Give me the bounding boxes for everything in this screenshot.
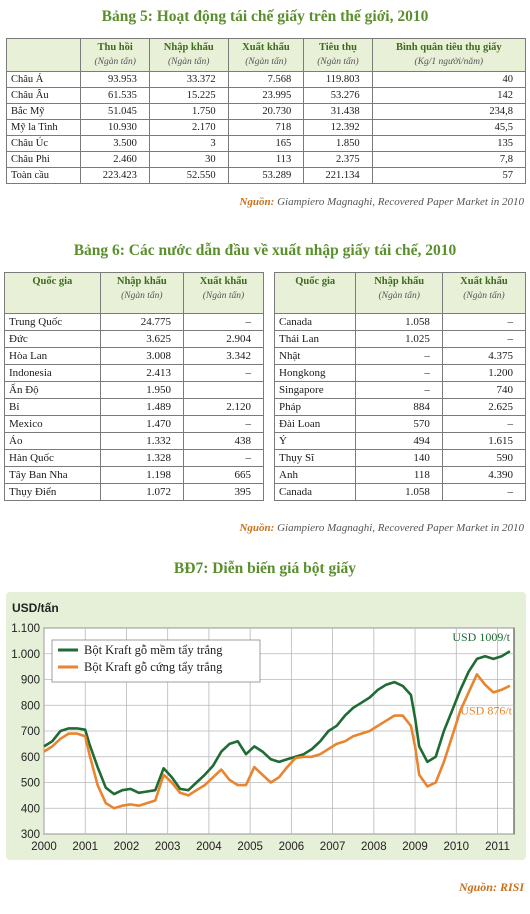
table-cell: 1.850 [304, 136, 372, 152]
table-cell: 2.413 [100, 365, 183, 382]
table-cell: 93.953 [81, 72, 149, 88]
table-cell: 1.025 [356, 331, 442, 348]
table-cell: 2.375 [304, 152, 372, 168]
row-label: Đức [5, 331, 101, 348]
table-cell: 118 [356, 467, 442, 484]
table6-right [274, 272, 526, 501]
column-header [81, 39, 149, 72]
table-row [5, 450, 264, 467]
table-cell: 140 [356, 450, 442, 467]
row-label: Đài Loan [275, 416, 356, 433]
row-label: Châu Âu [7, 88, 81, 104]
x-tick-label: 2005 [237, 841, 263, 853]
column-header-unit: (Ngàn tấn) [317, 57, 359, 67]
y-tick-label: 900 [20, 674, 40, 687]
y-tick-label: 300 [20, 829, 40, 841]
table-cell: 4.375 [442, 348, 525, 365]
x-tick-label: 2008 [361, 841, 387, 853]
x-tick-label: 2009 [402, 841, 428, 853]
table-cell: 10.930 [81, 120, 149, 136]
column-header-label: Xuất khẩu [242, 42, 290, 53]
table-cell: 30 [149, 152, 228, 168]
table-cell: 1.470 [100, 416, 183, 433]
column-header-unit: (Ngàn tấn) [378, 291, 420, 301]
column-header-label: Nhập khẩu [163, 42, 214, 53]
table5-header [7, 39, 526, 72]
chart-source [459, 880, 524, 895]
table-cell: – [442, 484, 525, 501]
x-tick-label: 2004 [196, 841, 222, 853]
row-label: Indonesia [5, 365, 101, 382]
column-header-unit: (Kg/1 người/năm) [414, 57, 484, 67]
row-label: Ý [275, 433, 356, 450]
table-cell: 31.438 [304, 104, 372, 120]
table-cell [183, 382, 263, 399]
table-row [275, 467, 526, 484]
table-row [5, 467, 264, 484]
row-label: Hàn Quốc [5, 450, 101, 467]
table-row [7, 104, 526, 120]
x-tick-label: 2003 [154, 841, 181, 853]
legend-label: Bột Kraft gỗ mềm tẩy trắng [84, 643, 223, 657]
legend-label: Bột Kraft gỗ cứng tẩy trắng [84, 660, 223, 674]
column-header [228, 39, 304, 72]
table5-source-text: Giampiero Magnaghi, Recovered Paper Market in 2010 [274, 196, 524, 208]
row-label: Châu Phi [7, 152, 81, 168]
table-cell: – [183, 450, 263, 467]
table-cell: 1.489 [100, 399, 183, 416]
table-cell: – [183, 416, 263, 433]
table-cell: 12.392 [304, 120, 372, 136]
table-cell: 51.045 [81, 104, 149, 120]
row-label: Bắc Mỹ [7, 104, 81, 120]
table-cell: – [356, 348, 442, 365]
table-cell: 20.730 [228, 104, 304, 120]
table-cell: 1.058 [356, 314, 442, 331]
table-row [5, 416, 264, 433]
table-row [7, 168, 526, 184]
column-header-label: Quốc gia [295, 276, 336, 287]
table-cell: 2.460 [81, 152, 149, 168]
table-cell: 3.008 [100, 348, 183, 365]
series-annotation: USD 1009/t [452, 629, 510, 644]
table-cell: – [442, 331, 525, 348]
column-header [304, 39, 372, 72]
series-annotation: USD 876/t [460, 703, 512, 718]
x-tick-label: 2011 [485, 841, 510, 853]
table-cell: 135 [372, 136, 525, 152]
table-row [5, 348, 264, 365]
table-row [7, 88, 526, 104]
table-cell: 40 [372, 72, 525, 88]
table-cell: 3.625 [100, 331, 183, 348]
row-label: Anh [275, 467, 356, 484]
table-cell: 1.950 [100, 382, 183, 399]
table-cell: 61.535 [81, 88, 149, 104]
table-cell: 3.500 [81, 136, 149, 152]
table-row [275, 331, 526, 348]
table-row [275, 365, 526, 382]
row-label: Áo [5, 433, 101, 450]
column-header [356, 273, 442, 314]
column-header-unit: (Ngàn tấn) [463, 291, 505, 301]
x-tick-label: 2007 [319, 841, 346, 853]
column-header-unit: (Ngàn tấn) [202, 291, 245, 301]
row-label: Thụy Điển [5, 484, 101, 501]
column-header [5, 273, 101, 314]
table-row [5, 399, 264, 416]
table-cell: 2.120 [183, 399, 263, 416]
table-cell: 2.625 [442, 399, 525, 416]
row-label: Thái Lan [275, 331, 356, 348]
table-cell: 1.750 [149, 104, 228, 120]
table-cell: 4.390 [442, 467, 525, 484]
table-cell: – [442, 416, 525, 433]
table-row [7, 136, 526, 152]
table-cell: 3 [149, 136, 228, 152]
table-cell: 57 [372, 168, 525, 184]
x-tick-label: 2006 [278, 841, 305, 853]
column-header-label: Nhập khẩu [116, 276, 167, 287]
table-row [275, 399, 526, 416]
table-cell: 23.995 [228, 88, 304, 104]
table-cell: 119.803 [304, 72, 372, 88]
table-cell: 1.332 [100, 433, 183, 450]
column-header [372, 39, 525, 72]
row-label: Mexico [5, 416, 101, 433]
table-row [275, 382, 526, 399]
table-cell: 24.775 [100, 314, 183, 331]
row-label: Trung Quốc [5, 314, 101, 331]
table-cell: 2.170 [149, 120, 228, 136]
table-cell: 1.328 [100, 450, 183, 467]
table-cell: 7,8 [372, 152, 525, 168]
table-cell: 53.276 [304, 88, 372, 104]
column-header-unit: (Ngàn tấn) [121, 291, 163, 301]
column-header-label: Quốc gia [32, 276, 73, 287]
column-header-unit: (Ngàn tấn) [94, 57, 136, 67]
table6-left [4, 272, 264, 501]
table-row [5, 433, 264, 450]
row-label: Hòa Lan [5, 348, 101, 365]
table-row [5, 314, 264, 331]
table-row [7, 152, 526, 168]
x-tick-label: 2000 [31, 841, 57, 853]
y-tick-label: 700 [20, 726, 40, 738]
table-cell: 1.198 [100, 467, 183, 484]
price-chart [6, 592, 526, 860]
row-label: Canada [275, 314, 356, 331]
row-label: Thụy Sĩ [275, 450, 356, 467]
column-header [183, 273, 263, 314]
row-label: Singapore [275, 382, 356, 399]
row-label: Hongkong [275, 365, 356, 382]
table-cell: 234,8 [372, 104, 525, 120]
y-tick-label: 1.100 [11, 623, 40, 635]
table5 [6, 38, 526, 184]
column-header [100, 273, 183, 314]
table-cell: – [183, 314, 263, 331]
table-cell: 570 [356, 416, 442, 433]
row-label: Bỉ [5, 399, 101, 416]
table-cell: – [183, 365, 263, 382]
table-cell: 740 [442, 382, 525, 399]
table-cell: 142 [372, 88, 525, 104]
table5-source [239, 196, 524, 208]
row-label: Mỹ la Tinh [7, 120, 81, 136]
table6-source-text: Giampiero Magnaghi, Recovered Paper Market in 2010 [274, 522, 524, 534]
column-header [275, 273, 356, 314]
row-label: Toàn cầu [7, 168, 81, 184]
row-label: Châu Á [7, 72, 81, 88]
table-cell: 1.058 [356, 484, 442, 501]
table-cell: – [442, 314, 525, 331]
row-label: Châu Úc [7, 136, 81, 152]
table6-right-header [275, 273, 526, 314]
chart-source-label: Nguồn: [458, 880, 497, 894]
column-header-label: Thu hồi [97, 42, 133, 53]
table6-source-label: Nguồn: [239, 522, 275, 534]
table-row [5, 484, 264, 501]
table-cell: 718 [228, 120, 304, 136]
table-cell: 1.615 [442, 433, 525, 450]
y-axis-label: USD/tấn [12, 601, 59, 615]
column-header [442, 273, 525, 314]
table-cell: 165 [228, 136, 304, 152]
table-row [275, 314, 526, 331]
table-cell: 395 [183, 484, 263, 501]
y-tick-label: 800 [20, 700, 40, 713]
table-cell: 7.568 [228, 72, 304, 88]
table-cell: 665 [183, 467, 263, 484]
table-row [275, 416, 526, 433]
table-cell: 53.289 [228, 168, 304, 184]
table6-source [239, 522, 524, 534]
column-header-label: Nhập khẩu [374, 276, 425, 287]
x-tick-label: 2001 [72, 841, 99, 853]
y-tick-label: 400 [20, 803, 40, 816]
table-row [5, 365, 264, 382]
row-label: Pháp [275, 399, 356, 416]
row-label: Canada [275, 484, 356, 501]
y-tick-label: 600 [20, 751, 40, 764]
table-cell: 221.134 [304, 168, 372, 184]
table6-left-body [5, 314, 264, 501]
chart-title: BĐ7: Diễn biến giá bột giấy [173, 560, 357, 577]
table6-right-body [275, 314, 526, 501]
table-cell: – [356, 365, 442, 382]
table-cell: 438 [183, 433, 263, 450]
table5-title: Bảng 5: Hoạt động tái chế giấy trên thế giới, 2010 [101, 8, 429, 25]
table-cell: 590 [442, 450, 525, 467]
table-cell: 15.225 [149, 88, 228, 104]
x-tick-label: 2002 [113, 841, 140, 853]
table-row [5, 382, 264, 399]
table-cell: 52.550 [149, 168, 228, 184]
table6-left-header [5, 273, 264, 314]
table-row [275, 348, 526, 365]
chart-source-text: RISI [496, 880, 524, 894]
table-cell: 3.342 [183, 348, 263, 365]
table-row [7, 72, 526, 88]
table-cell: 1.200 [442, 365, 525, 382]
column-header [149, 39, 228, 72]
table5-body [7, 72, 526, 184]
table-cell: 494 [356, 433, 442, 450]
table-row [7, 120, 526, 136]
table-cell: 884 [356, 399, 442, 416]
column-header-unit: (Ngàn tấn) [245, 57, 287, 67]
column-header-label: Xuất khẩu [199, 276, 248, 287]
table-cell: 2.904 [183, 331, 263, 348]
column-header-label: Xuất khẩu [460, 276, 508, 287]
table-cell: 223.423 [81, 168, 149, 184]
y-tick-label: 500 [20, 777, 40, 790]
table-row [5, 331, 264, 348]
column-header [7, 39, 81, 72]
table-row [275, 433, 526, 450]
table-cell: 1.072 [100, 484, 183, 501]
x-tick-label: 2010 [443, 841, 470, 853]
table-cell: – [356, 382, 442, 399]
row-label: Nhật [275, 348, 356, 365]
chart-frame [6, 592, 526, 860]
table5-source-label: Nguồn: [239, 196, 275, 208]
column-header-unit: (Ngàn tấn) [168, 57, 210, 67]
row-label: Ấn Độ [5, 382, 101, 399]
row-label: Tây Ban Nha [5, 467, 101, 484]
column-header-label: Bình quân tiêu thụ giấy [396, 42, 502, 53]
y-tick-label: 1.000 [11, 648, 40, 661]
table6-title: Bảng 6: Các nước dẫn đầu về xuất nhập giấy tái chế, 2010 [73, 242, 457, 259]
table-row [275, 450, 526, 467]
column-header-label: Tiêu thụ [318, 42, 357, 53]
table-row [275, 484, 526, 501]
table-cell: 33.372 [149, 72, 228, 88]
table-cell: 45,5 [372, 120, 525, 136]
table-cell: 113 [228, 152, 304, 168]
